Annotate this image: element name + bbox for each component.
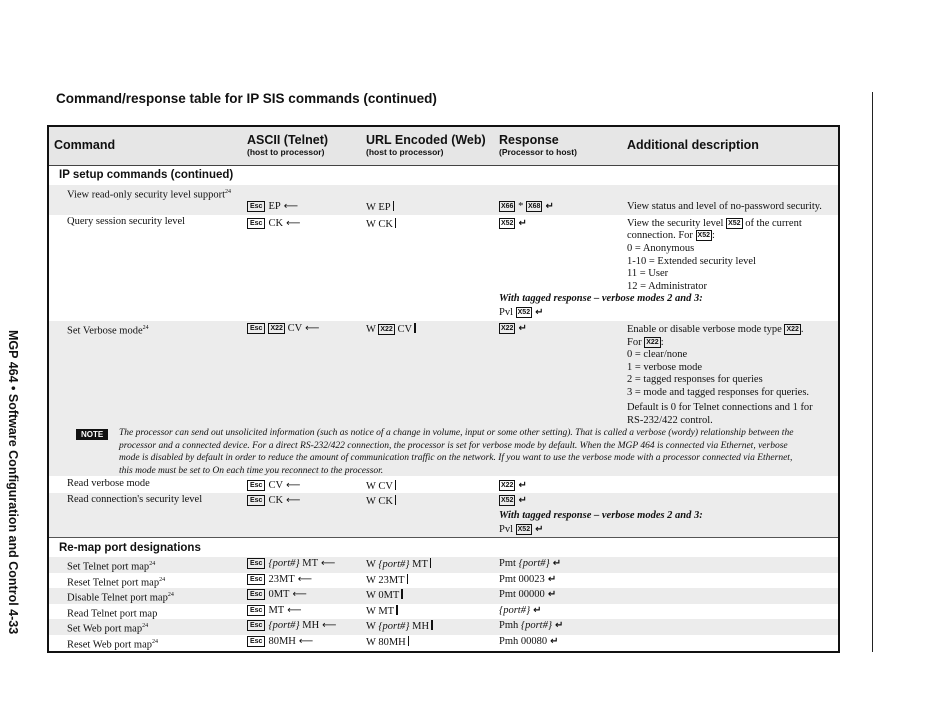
remap-response: Pmt {port#} ↵ — [499, 558, 562, 569]
cmd-query-session-security: Query session security level — [67, 216, 186, 227]
remap-ascii: Esc 23MT ⟵ — [247, 574, 312, 587]
col-response-sub: (Processor to host) — [499, 147, 577, 157]
desc-ck-4: 1-10 = Extended security level — [627, 255, 756, 267]
return-icon: ↵ — [518, 323, 527, 334]
resp-ck-2: X52 ↵ — [501, 495, 527, 506]
cmd-read-conn-security: Read connection's security level — [67, 494, 203, 505]
remap-url: W {port#} MT — [366, 558, 431, 572]
pipe-icon — [414, 323, 416, 333]
desc-cv-4: 1 = verbose mode — [627, 361, 703, 373]
arrow-left-icon: ⟵ — [286, 480, 301, 491]
tagged-note-2: With tagged response – verbose modes 2 and 3: — [499, 510, 703, 521]
esc-key-icon: Esc — [247, 323, 265, 334]
pipe-icon — [430, 558, 432, 568]
return-icon: ↵ — [518, 218, 527, 229]
arrow-left-icon: ⟵ — [321, 558, 336, 569]
remap-ascii: Esc {port#} MH ⟵ — [247, 620, 337, 633]
arrow-left-icon: ⟵ — [287, 604, 302, 616]
resp-ck-tagged: Pvl X52 ↵ — [499, 307, 544, 318]
return-icon: ↵ — [545, 201, 554, 212]
col-ascii: ASCII (Telnet) — [247, 133, 329, 147]
remap-ascii: Esc 80MH ⟵ — [247, 636, 313, 649]
arrow-left-icon: ⟵ — [298, 636, 314, 647]
section-ip-setup: IP setup commands (continued) — [59, 169, 234, 181]
arrow-left-icon: ⟵ — [297, 573, 313, 585]
ascii-cv-set: Esc X22 CV ⟵ — [247, 323, 320, 336]
return-icon: ↵ — [518, 495, 527, 506]
remap-url: W {port#} MH — [366, 620, 433, 634]
resp-ck: X52 ↵ — [501, 218, 527, 229]
ascii-ep: Esc EP ⟵ — [247, 201, 298, 214]
esc-key-icon: Esc — [247, 574, 265, 585]
remap-ascii: Esc {port#} MT ⟵ — [247, 558, 335, 571]
esc-key-icon: Esc — [247, 620, 265, 631]
remap-response: {port#} ↵ — [499, 604, 542, 616]
remap-cmd: Set Telnet port map$^{24}$ — [67, 561, 156, 573]
resp-cv-set: X22 ↵ — [501, 323, 527, 334]
col-url-sub: (host to processor) — [366, 147, 444, 157]
margin-rule — [872, 92, 873, 652]
esc-key-icon: Esc — [247, 636, 265, 647]
remap-url: W MT — [366, 605, 398, 619]
return-icon: ↵ — [547, 573, 557, 585]
pipe-icon — [395, 495, 397, 505]
desc-cv-3: 0 = clear/none — [627, 349, 688, 360]
note-badge: NOTE — [76, 429, 108, 440]
pipe-icon — [396, 605, 398, 615]
pipe-icon — [401, 589, 403, 599]
esc-key-icon: Esc — [247, 218, 265, 229]
remap-cmd: Read Telnet port map — [67, 608, 158, 620]
url-cv: W CV — [366, 480, 396, 494]
remap-url: W 0MT — [366, 589, 403, 603]
remap-cmd: Disable Telnet port map$^{24}$ — [67, 592, 174, 604]
resp-ep: X66 * X68 ↵ — [501, 201, 554, 212]
remap-response: Pmh 00080 ↵ — [499, 636, 559, 647]
remap-cmd: Reset Web port map$^{24}$ — [67, 639, 158, 651]
url-ep: W EP — [366, 201, 394, 215]
section-remap: Re-map port designations — [59, 542, 201, 554]
esc-key-icon: Esc — [247, 605, 265, 616]
col-command: Command — [54, 138, 116, 152]
desc-ck-6: 12 = Administrator — [627, 280, 708, 292]
remap-cmd: Reset Telnet port map$^{24}$ — [67, 576, 166, 589]
esc-key-icon: Esc — [247, 201, 265, 212]
return-icon: ↵ — [552, 558, 562, 569]
resp-cv: X22 ↵ — [501, 480, 527, 491]
pipe-icon — [395, 218, 397, 228]
command-table — [47, 125, 840, 653]
arrow-left-icon: ⟵ — [322, 620, 337, 632]
ascii-ck: Esc CK ⟵ — [247, 218, 300, 231]
desc-cv-2: For X22 : — [627, 336, 664, 348]
row-band — [49, 619, 838, 635]
url-ck-2: W CK — [366, 495, 396, 509]
arrow-left-icon: ⟵ — [283, 201, 299, 212]
cmd-view-security-support: View read-only security level support$^{24}$ — [67, 189, 231, 201]
desc-cv-8: RS-232/422 control. — [627, 414, 713, 426]
desc-ck-3: 0 = Anonymous — [627, 243, 695, 254]
col-description: Additional description — [627, 138, 759, 152]
arrow-left-icon: ⟵ — [286, 495, 301, 506]
desc-ck-5: 11 = User — [627, 268, 669, 279]
pipe-icon — [395, 480, 397, 490]
note-text: The processor can send out unsolicited information (such as notice of a change in volume, input or some other setting). That is called a verbose (wordy) relationship between the processor and a connected device. For a direct RS-232/422 connection, the processor is set for verbose mode by default. When the MGP 464 is connected via Ethernet, verbose mode is disabled by default in order to reduce the amount of communication traffic on the network. If you want to use the verbose mode with a processor connected via Ethernet, this mode must be set to On each time you reconnect to the processor. — [119, 428, 794, 476]
tagged-note-1: With tagged response – verbose modes 2 and 3: — [499, 293, 703, 304]
col-url: URL Encoded (Web) — [366, 133, 486, 147]
remap-ascii: Esc 0MT ⟵ — [247, 589, 307, 602]
arrow-left-icon: ⟵ — [305, 323, 320, 334]
pipe-icon — [431, 620, 433, 630]
cmd-set-verbose: Set Verbose mode$^{24}$ — [67, 325, 149, 337]
return-icon: ↵ — [518, 480, 527, 491]
return-icon: ↵ — [550, 636, 559, 647]
desc-cv-5: 2 = tagged responses for queries — [627, 374, 763, 385]
desc-cv-1: Enable or disable verbose mode type X22 . — [627, 324, 804, 335]
side-running-header: MGP 464 • Software Configuration and Control 4-33 — [6, 330, 20, 635]
remap-response: Pmh {port#} ↵ — [499, 620, 564, 632]
page-title: Command/response table for IP SIS commands (continued) — [56, 91, 437, 106]
section-divider — [49, 537, 838, 538]
return-icon: ↵ — [533, 604, 542, 616]
pipe-icon — [393, 201, 395, 211]
url-ck: W CK — [366, 218, 396, 232]
return-icon: ↵ — [535, 524, 544, 535]
row-band — [49, 557, 838, 573]
esc-key-icon: Esc — [247, 480, 265, 491]
arrow-left-icon: ⟵ — [286, 218, 301, 229]
remap-cmd: Set Web port map$^{24}$ — [67, 623, 149, 635]
desc-ep: View status and level of no-password security. — [627, 201, 822, 212]
url-cv-set: W X22 CV — [366, 323, 416, 337]
desc-ck-1: View the security level X52 of the current — [627, 218, 802, 229]
remap-url: W 80MH — [366, 636, 409, 650]
resp-ck-2-tagged: Pvl X52 ↵ — [499, 524, 544, 535]
return-icon: ↵ — [555, 620, 564, 632]
desc-cv-6: 3 = mode and tagged responses for queries. — [627, 386, 810, 398]
desc-ck-2: connection. For X52 : — [627, 230, 715, 241]
table-header — [49, 127, 838, 166]
remap-url: W 23MT — [366, 574, 408, 588]
return-icon: ↵ — [547, 589, 557, 601]
remap-response: Pmt 00000 ↵ — [499, 589, 557, 601]
return-icon: ↵ — [535, 307, 544, 318]
ascii-ck-2: Esc CK ⟵ — [247, 495, 300, 508]
remap-ascii: Esc MT ⟵ — [247, 605, 302, 618]
ascii-cv: Esc CV ⟵ — [247, 480, 300, 493]
col-response: Response — [499, 133, 559, 147]
col-ascii-sub: (host to processor) — [247, 147, 325, 157]
esc-key-icon: Esc — [247, 495, 265, 506]
remap-response: Pmt 00023 ↵ — [499, 573, 557, 585]
arrow-left-icon: ⟵ — [292, 589, 307, 601]
esc-key-icon: Esc — [247, 589, 265, 600]
desc-cv-7: Default is 0 for Telnet connections and 1 for — [627, 402, 813, 413]
esc-key-icon: Esc — [247, 558, 265, 569]
pipe-icon — [408, 636, 410, 646]
pipe-icon — [407, 574, 409, 584]
cmd-read-verbose: Read verbose mode — [67, 478, 150, 489]
